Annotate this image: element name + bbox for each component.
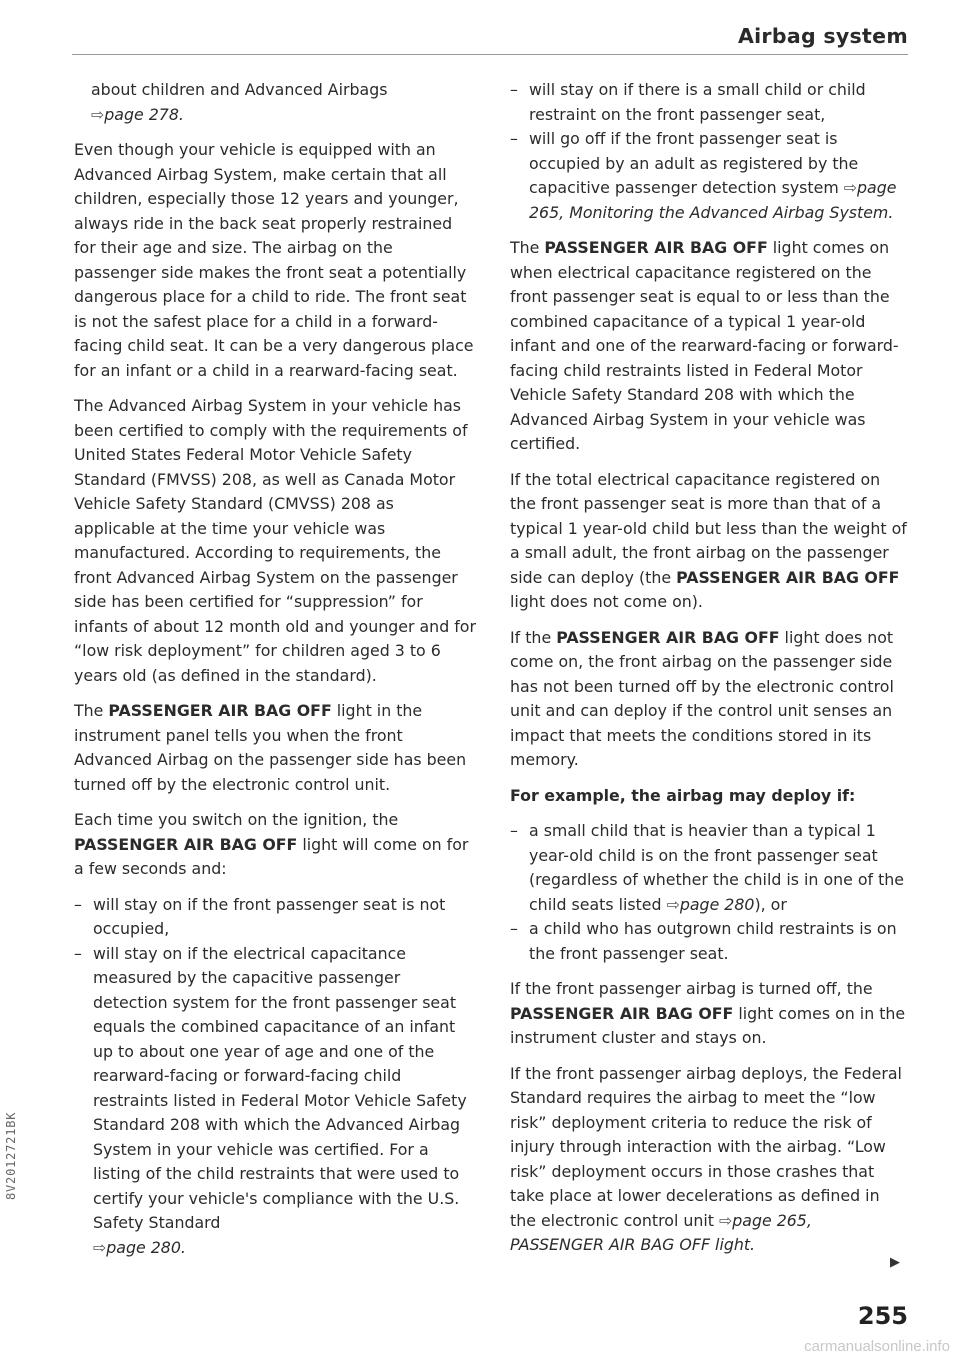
warning-light-name: PASSENGER AIR BAG OFF <box>676 567 900 587</box>
page-number: 255 <box>857 1302 908 1330</box>
list-item: – will stay on if there is a small child or child restraint on the front passenger seat, <box>510 78 910 127</box>
text: light will come on for a few seconds and: <box>74 834 469 878</box>
page-reference-text: page 280. <box>106 1237 186 1257</box>
text: If the <box>510 627 557 647</box>
warning-light-name: PASSENGER AIR BAG OFF <box>556 627 780 647</box>
bullet-list <box>510 819 910 966</box>
bullet-list <box>74 893 478 1261</box>
text: If the total electrical capacitance registered on the front passenger seat is more than that of a typical 1 year-old child but less than the weight of a small adult, the front airbag on the passenger side can deploy (the <box>510 469 907 587</box>
paragraph: Even though your vehicle is equipped with an Advanced Airbag System, make certain that all children, especially those 12 years and younger, always ride in the back seat properly restrained for their age and size. The airbag on the passenger side makes the front seat a potentially dangerous place for a child to ride. The front seat is not the safest place for a child in a forward-facing child seat. It can be a very dangerous place for an infant or a child in a rearward-facing seat. <box>74 140 474 380</box>
text: light does not come on, the front airbag on the passenger side has not been turned off by the electronic control unit and can deploy if the control unit senses an impact that meets the conditions stored in its memory. <box>510 627 894 769</box>
continued-text: about children and Advanced Airbags <box>91 80 388 99</box>
text: light in the instrument panel tells you when the front Advanced Airbag on the passenger side has been turned off by the electronic control unit. <box>74 701 467 794</box>
reference-arrow-icon: ⇨ <box>91 104 105 124</box>
text: will go off if the front passenger seat is occupied by an adult as registered by the capacitive passenger detection system <box>529 129 859 197</box>
warning-light-name: PASSENGER AIR BAG OFF <box>544 238 768 257</box>
list-item <box>510 819 910 917</box>
paragraph <box>510 626 910 773</box>
paragraph: The Advanced Airbag System in your vehicle has been certified to comply with the requirements of United States Federal Motor Vehicle Safety Standard (FMVSS) 208, as well as Canada Motor Vehicle Safety Standard (CMVSS) 208 as applicable at the time your vehicle was manufactured. According to requirements, the front Advanced Airbag System on the passenger side has been certified for “suppression” for infants of about 12 month old and younger and for “low risk deployment” for children aged 3 to 6 years old (as defined in the standard). <box>74 396 476 685</box>
page-reference-link[interactable] <box>667 895 755 914</box>
continued-list-item <box>74 78 478 127</box>
reference-arrow-icon: ⇨ <box>843 178 857 197</box>
page-reference-text: page 265, Monitoring the Advanced Airbag System. <box>529 178 897 222</box>
text: Each time you switch on the ignition, the <box>74 810 399 829</box>
list-item <box>74 942 478 1261</box>
reference-arrow-icon: ⇨ <box>718 1210 733 1230</box>
paragraph <box>74 808 478 882</box>
paragraph <box>510 468 910 615</box>
list-item: – will stay on if the front passenger seat is not occupied, <box>74 893 478 942</box>
paragraph <box>510 977 910 1051</box>
continue-arrow-icon: ▶ <box>890 1255 900 1270</box>
text: a small child that is heavier than a typical 1 year-old child is on the front passenger seat (regardless of whether the child is in one of the child seats listed <box>529 821 905 914</box>
text: ), or <box>754 894 787 914</box>
watermark: carmanualsonline.info <box>804 1338 950 1355</box>
text: If the front passenger airbag deploys, the Federal Standard requires the airbag to meet the “low risk” deployment criteria to reduce the risk of injury through interaction with the airbag. “Low risk” deployment occurs in those crashes that take place at lower decelerations as defined in the electronic control unit <box>510 1063 902 1230</box>
text: If the front passenger airbag is turned off, the <box>510 979 873 998</box>
text: The <box>74 701 109 720</box>
paragraph <box>510 236 910 457</box>
page-reference-text: page 280 <box>679 894 755 914</box>
bullet-list <box>510 78 910 225</box>
list-item: – a child who has outgrown child restraints is on the front passenger seat. <box>510 917 910 966</box>
page-reference-text: page 278. <box>104 104 184 124</box>
left-column <box>74 78 478 1271</box>
continued-list <box>74 78 478 127</box>
right-column <box>510 78 910 1269</box>
text: light comes on when electrical capacitance registered on the front passenger seat is equal to or less than the combined capacitance of a typical 1 year-old infant and one of the rearward-facing or forward-facing child restraints listed in Federal Motor Vehicle Safety Standard 208 with which the Advanced Airbag System in your vehicle was certified. <box>510 238 899 453</box>
document-code: 8V2012721BK <box>4 1111 18 1200</box>
paragraph <box>510 1062 910 1258</box>
section-heading: For example, the airbag may deploy if: <box>510 785 856 805</box>
warning-light-name: PASSENGER AIR BAG OFF <box>108 701 332 720</box>
text: The <box>510 238 545 257</box>
page-header-title: Airbag system <box>737 24 908 48</box>
page-reference-text: page 265, PASSENGER AIR BAG OFF light. <box>510 1210 812 1254</box>
warning-light-name: PASSENGER AIR BAG OFF <box>74 834 298 854</box>
header-divider <box>72 54 908 55</box>
text: light does not come on). <box>510 592 703 611</box>
page-reference-link[interactable] <box>91 105 184 124</box>
warning-light-name: PASSENGER AIR BAG OFF <box>510 1003 734 1023</box>
page-reference-link[interactable] <box>93 1238 186 1257</box>
text: light comes on in the instrument cluster and stays on. <box>510 1003 906 1047</box>
paragraph <box>74 699 478 797</box>
list-item <box>510 127 910 225</box>
reference-arrow-icon: ⇨ <box>666 894 680 914</box>
reference-arrow-icon: ⇨ <box>93 1237 107 1257</box>
text: will stay on if the electrical capacitance measured by the capacitive passenger detection system for the front passenger seat equals the combined capacitance of an infant up to about one year of age and one of the rearward-facing or forward-facing child restraints listed in Federal Motor Vehicle Safety Standard 208 with which the Advanced Airbag System in your vehicle was certified. For a listing of the child restraints that were used to certify your vehicle's compliance with the U.S. Safety Standard <box>93 943 467 1232</box>
